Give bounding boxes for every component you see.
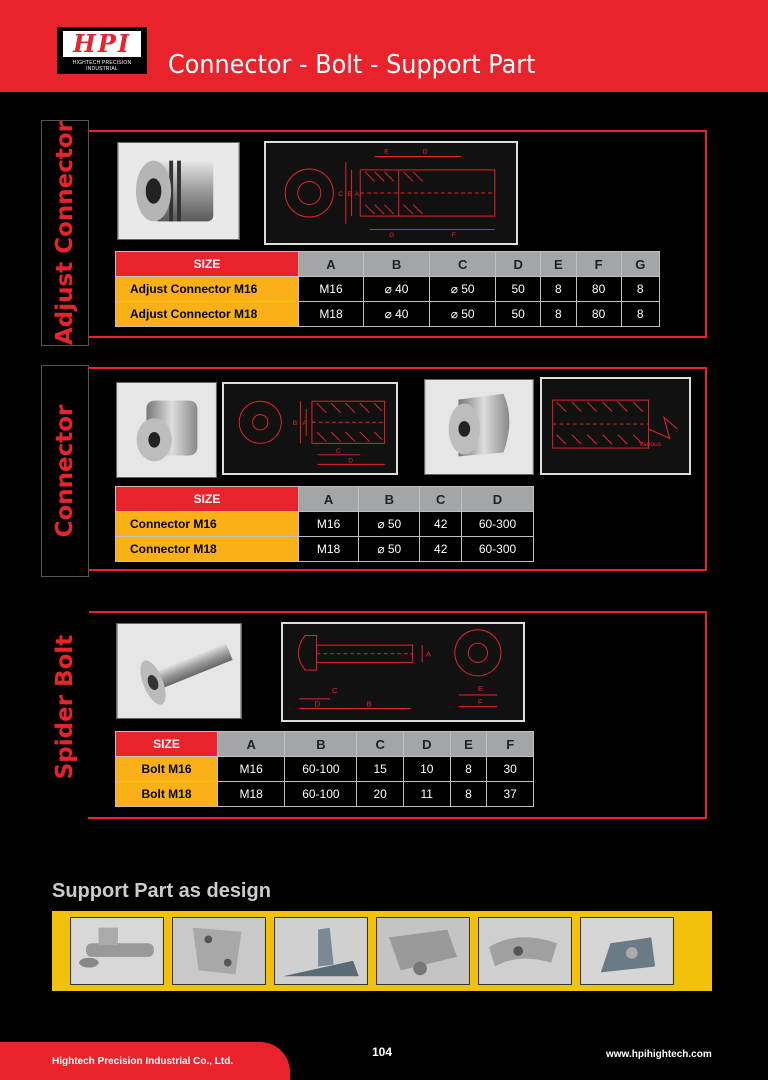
footer-company: Hightech Precision Industrial Co., Ltd. [52, 1056, 234, 1067]
spider-bolt-table [115, 731, 534, 807]
connector-label: Connector [52, 404, 78, 538]
table-header-row [116, 252, 660, 277]
cell: 80 [576, 302, 621, 327]
support-part-photo-1 [70, 917, 164, 985]
cell: 50 [496, 302, 541, 327]
adjust-connector-photo [117, 142, 240, 240]
support-part-photo-2 [172, 917, 266, 985]
cell: 42 [420, 512, 462, 537]
cell: M16 [299, 512, 359, 537]
connector-drawing [222, 382, 398, 475]
spider-bolt-drawing [281, 622, 525, 722]
cell: M18 [299, 537, 359, 562]
adjust-dim-g: G [389, 232, 395, 240]
col-g: G [621, 252, 659, 277]
bolt-dim-b: B [366, 699, 372, 709]
cell: 80 [576, 277, 621, 302]
col-f: F [487, 732, 534, 757]
cell: M18 [218, 782, 285, 807]
col-size: SIZE [116, 732, 218, 757]
logo-subtext: HIGHTECH PRECISION INDUSTRIAL [72, 60, 132, 72]
connector-table [115, 486, 534, 562]
row-name: Adjust Connector M16 [116, 277, 299, 302]
cell: 15 [357, 757, 404, 782]
cell: ⌀ 40 [363, 277, 429, 302]
cell: 37 [487, 782, 534, 807]
connector-dim-d: D [348, 457, 354, 465]
logo-mark: HPI [63, 31, 141, 57]
col-c: C [430, 252, 496, 277]
support-part-strip [52, 911, 712, 991]
col-size: SIZE [116, 487, 299, 512]
connector-dim-c: C [335, 447, 341, 455]
adjust-connector-label-box [41, 120, 89, 346]
connector-various-label: Various [639, 441, 662, 449]
support-part-photo-4 [376, 917, 470, 985]
support-part-photo-6 [580, 917, 674, 985]
col-b: B [359, 487, 420, 512]
cell: 30 [487, 757, 534, 782]
table-row [116, 512, 534, 537]
adjust-connector-table [115, 251, 660, 327]
row-name: Bolt M18 [116, 782, 218, 807]
cell: 60-100 [285, 757, 357, 782]
cell: ⌀ 50 [430, 277, 496, 302]
support-part-photo-3 [274, 917, 368, 985]
cell: M16 [299, 277, 364, 302]
adjust-dim-b: B [347, 190, 353, 198]
cell: 8 [541, 277, 577, 302]
col-b: B [363, 252, 429, 277]
col-size: SIZE [116, 252, 299, 277]
table-header-row [116, 732, 534, 757]
table-row [116, 302, 660, 327]
col-d: D [462, 487, 534, 512]
table-row [116, 277, 660, 302]
col-e: E [450, 732, 487, 757]
col-d: D [403, 732, 450, 757]
cell: 8 [621, 302, 659, 327]
cell: 60-300 [462, 512, 534, 537]
cell: 42 [420, 537, 462, 562]
cell: 8 [621, 277, 659, 302]
col-c: C [357, 732, 404, 757]
row-name: Adjust Connector M18 [116, 302, 299, 327]
adjust-dim-d: D [422, 148, 428, 156]
col-f: F [576, 252, 621, 277]
cell: 60-300 [462, 537, 534, 562]
spider-bolt-photo [116, 623, 242, 719]
cell: 50 [496, 277, 541, 302]
cell: 8 [450, 782, 487, 807]
connector-label-box [41, 365, 89, 577]
adjust-dim-f: F [451, 232, 456, 240]
cell: 11 [403, 782, 450, 807]
table-row [116, 782, 534, 807]
cell: M18 [299, 302, 364, 327]
connector-drawing-2 [540, 377, 691, 475]
adjust-dim-a: A [354, 190, 359, 198]
adjust-dim-c: C [338, 190, 343, 198]
cell: 8 [450, 757, 487, 782]
connector-photo [116, 382, 217, 478]
spider-bolt-label-box [41, 611, 89, 803]
adjust-connector-label: Adjust Connector [52, 120, 78, 346]
col-a: A [299, 487, 359, 512]
cell: ⌀ 50 [359, 512, 420, 537]
adjust-connector-drawing [264, 141, 518, 245]
row-name: Connector M16 [116, 512, 299, 537]
bolt-dim-d: D [314, 699, 321, 709]
col-a: A [218, 732, 285, 757]
bolt-dim-e: E [477, 684, 484, 694]
cell: 10 [403, 757, 450, 782]
page-number: 104 [372, 1045, 393, 1059]
hpi-logo [57, 27, 147, 74]
cell: ⌀ 50 [359, 537, 420, 562]
col-d: D [496, 252, 541, 277]
cell: 20 [357, 782, 404, 807]
support-part-title: Support Part as design [52, 880, 271, 902]
adjust-dim-e: E [384, 148, 389, 156]
table-row [116, 757, 534, 782]
table-row [116, 537, 534, 562]
table-header-row [116, 487, 534, 512]
col-e: E [541, 252, 577, 277]
page-title: Connector - Bolt - Support Part [168, 50, 536, 80]
connector-photo-2 [424, 379, 534, 475]
bolt-dim-f: F [477, 697, 483, 707]
footer-website: www.hpihightech.com [606, 1049, 712, 1060]
cell: M16 [218, 757, 285, 782]
connector-dim-b: B [292, 420, 298, 428]
bolt-dim-c: C [331, 686, 338, 696]
col-c: C [420, 487, 462, 512]
spider-bolt-label: Spider Bolt [52, 634, 78, 780]
bolt-dim-a: A [426, 649, 432, 659]
connector-dim-a: A [302, 420, 307, 428]
row-name: Bolt M16 [116, 757, 218, 782]
row-name: Connector M18 [116, 537, 299, 562]
cell: 8 [541, 302, 577, 327]
cell: ⌀ 50 [430, 302, 496, 327]
col-a: A [299, 252, 364, 277]
cell: 60-100 [285, 782, 357, 807]
cell: ⌀ 40 [363, 302, 429, 327]
col-b: B [285, 732, 357, 757]
support-part-photo-5 [478, 917, 572, 985]
